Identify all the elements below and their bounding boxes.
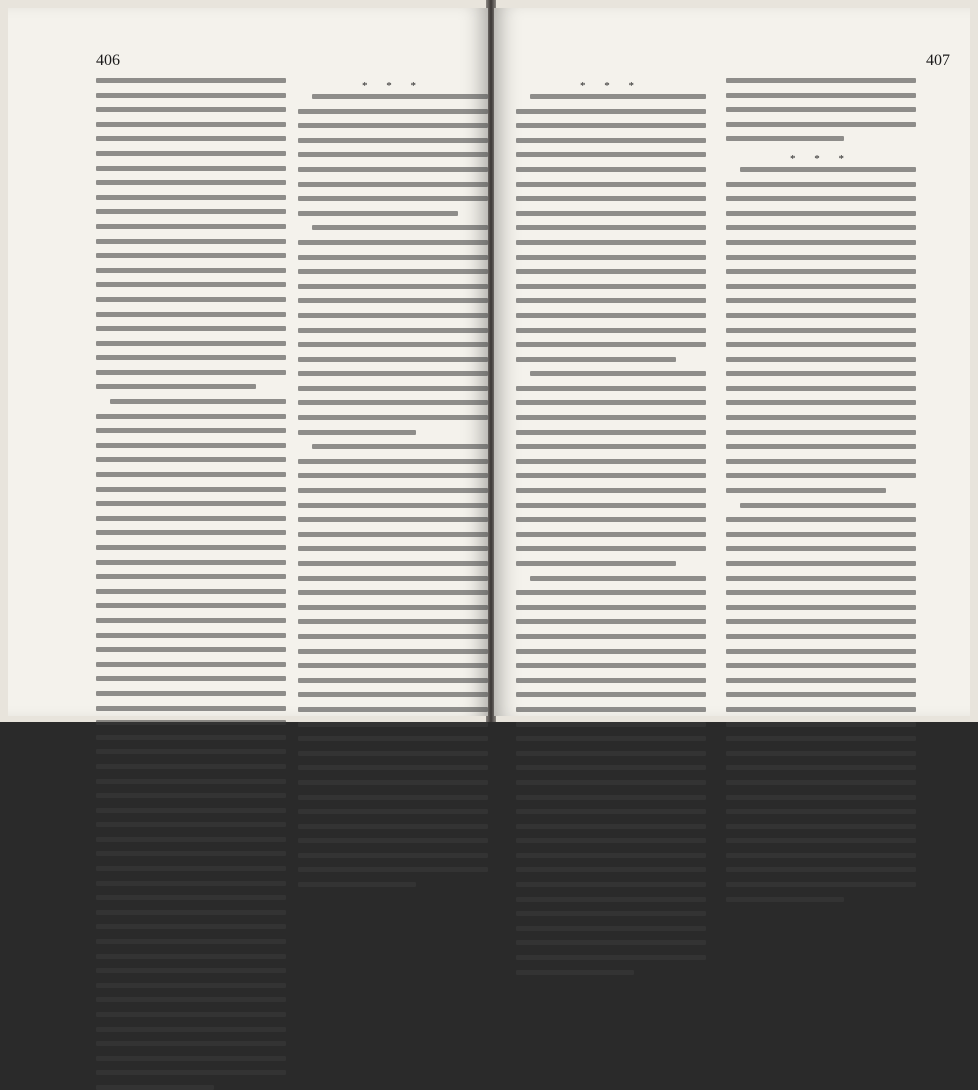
left-page-column-1 [96,78,286,698]
left-page-column-2 [298,78,488,698]
right-page-column-1 [516,78,706,698]
page-number-right: 407 [926,52,950,69]
left-page [8,8,488,716]
page-number-left: 406 [96,52,120,69]
section-divider-stars: * * * [790,152,852,165]
section-divider-stars: * * * [362,80,424,92]
right-page-column-2 [726,78,916,698]
right-page [494,8,970,716]
section-divider-stars: * * * [580,80,642,92]
